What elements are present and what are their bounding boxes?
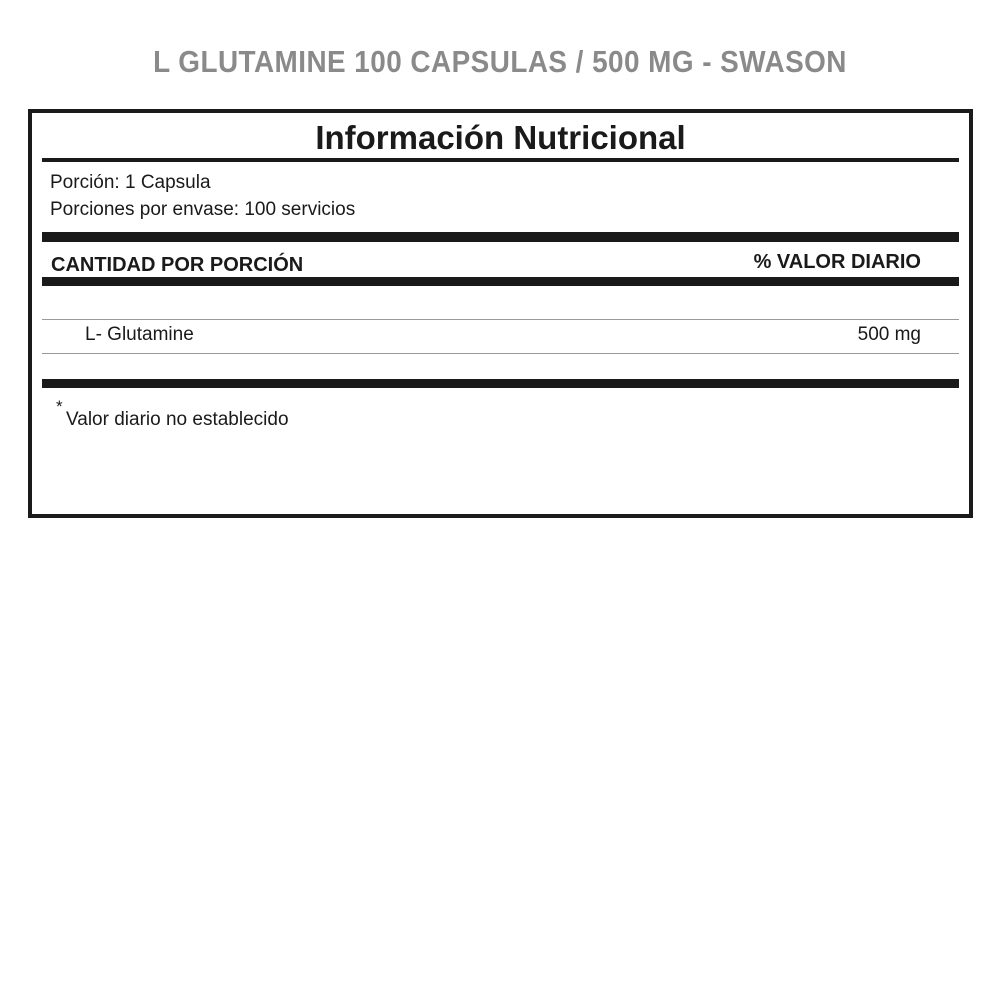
amount-per-serving-header: CANTIDAD POR PORCIÓN bbox=[51, 254, 304, 276]
product-title: L GLUTAMINE 100 CAPSULAS / 500 MG - SWASON bbox=[153, 44, 847, 79]
nutrition-facts-label bbox=[28, 109, 973, 518]
thin-divider bbox=[42, 319, 959, 320]
heading-divider bbox=[42, 158, 959, 162]
footnote-text: Valor diario no establecido bbox=[66, 409, 289, 430]
thin-divider bbox=[42, 353, 959, 354]
daily-value-header: % VALOR DIARIO bbox=[753, 251, 921, 273]
nutrient-amount: 500 mg bbox=[857, 324, 921, 345]
label-heading: Información Nutricional bbox=[315, 119, 686, 156]
thick-divider bbox=[42, 232, 959, 242]
serving-size: Porción: 1 Capsula bbox=[50, 172, 211, 193]
servings-per-container: Porciones por envase: 100 servicios bbox=[50, 199, 356, 220]
nutrient-row bbox=[42, 324, 959, 354]
nutrient-name: L- Glutamine bbox=[85, 324, 194, 345]
footnote-asterisk: * bbox=[56, 397, 63, 416]
thick-divider bbox=[42, 277, 959, 286]
thick-divider bbox=[42, 379, 959, 388]
